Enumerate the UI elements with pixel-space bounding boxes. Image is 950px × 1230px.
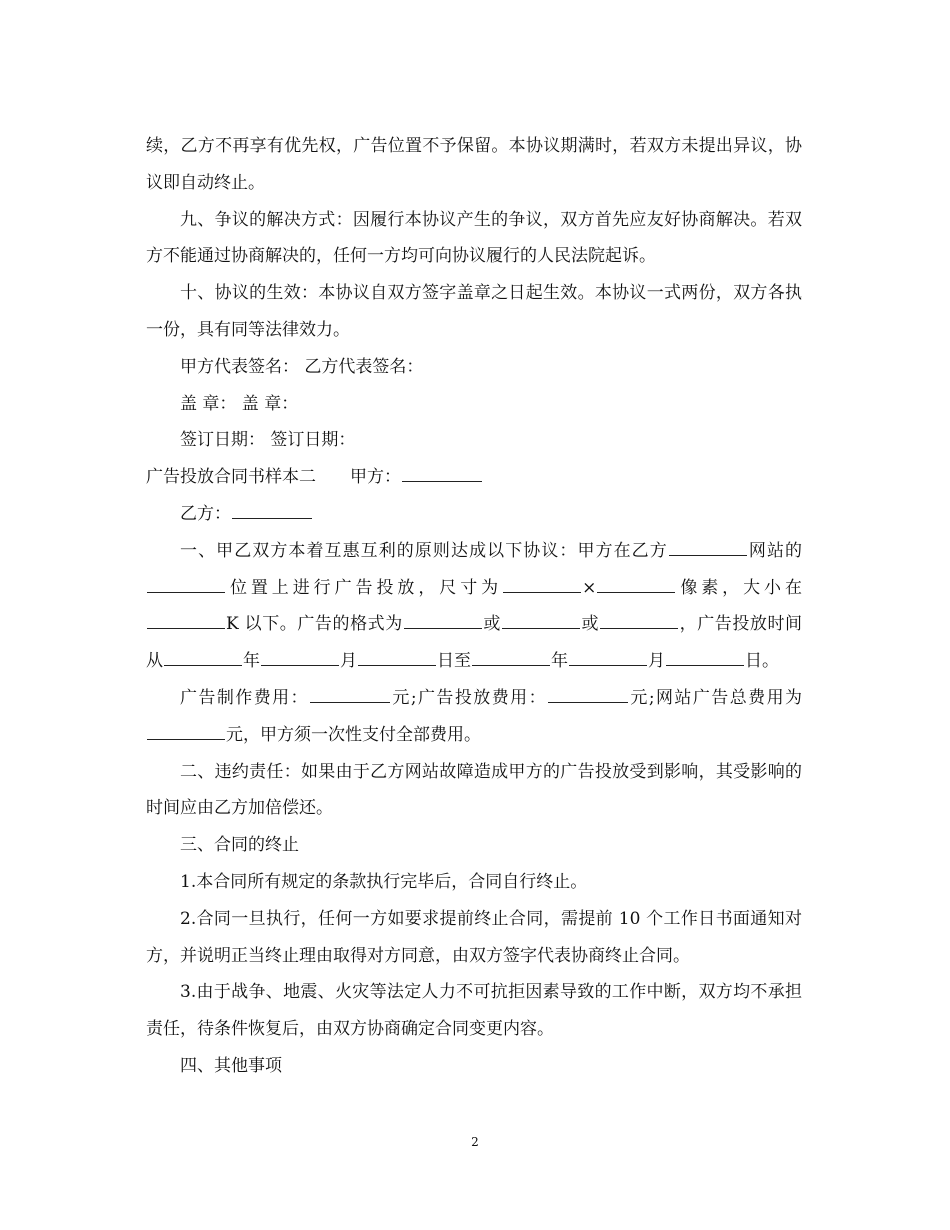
seal-line: 盖 章： 盖 章：: [180, 393, 299, 414]
page-number: 2: [471, 1135, 479, 1149]
text-segment: 或: [482, 614, 501, 635]
fill-blank: [147, 738, 225, 740]
text-segment: 元;广告投放费用：: [391, 687, 547, 708]
termination-clause-3: 3.由于战争、地震、火灾等法定人力不可抗拒因素导致的工作中断，双方均不承担责任，待条件恢复后，由双方协商确定合同变更内容。: [146, 982, 802, 1040]
sample-two-title: 广告投放合同书样本二: [146, 467, 316, 488]
signature-line: 甲方代表签名： 乙方代表签名：: [180, 356, 424, 377]
fill-blank: [164, 664, 242, 666]
section-other-matters-heading: 四、其他事项: [180, 1055, 282, 1076]
fill-blank: [597, 591, 675, 593]
paragraph-liability: 二、违约责任：如果由于乙方网站故障造成甲方的广告投放受到影响，其受影响的时间应由乙方加倍偿还。: [146, 761, 802, 819]
fill-blank: [472, 664, 550, 666]
fill-blank: [310, 701, 390, 703]
date-line: 签订日期： 签订日期：: [180, 430, 356, 451]
text-segment: 年: [551, 651, 568, 672]
party-a-label: 甲方：: [350, 467, 401, 488]
fill-blank: [358, 664, 436, 666]
text-segment: K 以下。广告的格式为: [226, 614, 403, 635]
party-a-blank: [402, 480, 482, 482]
party-b-blank: [232, 517, 312, 519]
party-b-label: 乙方：: [180, 503, 231, 524]
text-segment: 日。: [745, 651, 779, 672]
fill-blank: [261, 664, 339, 666]
paragraph-dispute-resolution: 九、争议的解决方式：因履行本协议产生的争议，双方首先应友好协商解决。若双方不能通过协商解决的，任何一方均可向协议履行的人民法院起诉。: [146, 209, 802, 267]
fill-blank: [147, 591, 225, 593]
text-segment: 一、甲乙双方本着互惠互利的原则达成以下协议：甲方在乙方: [180, 540, 668, 561]
text-segment: 元，甲方须一次性支付全部费用。: [226, 724, 481, 745]
section-termination-heading: 三、合同的终止: [180, 835, 299, 856]
fill-blank: [147, 627, 225, 629]
text-segment: 年: [243, 651, 260, 672]
text-segment: 像素，大小在: [676, 577, 802, 598]
text-segment: ×: [582, 577, 597, 598]
text-segment: 或: [580, 614, 600, 635]
paragraph-fees: [146, 680, 802, 754]
termination-clause-1: 1.本合同所有规定的条款执行完毕后，合同自行终止。: [180, 871, 588, 892]
fill-blank: [600, 627, 678, 629]
fill-blank: [548, 701, 628, 703]
fill-blank: [502, 627, 580, 629]
fill-blank: [569, 664, 647, 666]
paragraph-effectiveness: 十、协议的生效：本协议自双方签字盖章之日起生效。本协议一式两份，双方各执一份，具有同等法律效力。: [146, 283, 802, 340]
text-segment: 元;网站广告总费用为: [629, 687, 802, 708]
text-segment: 位置上进行广告投放，尺寸为: [226, 577, 503, 598]
paragraph-renewal-end: 续，乙方不再享有优先权，广告位置不予保留。本协议期满时，若双方未提出异议，协议即自动终止。: [146, 136, 802, 193]
sample-two-heading-line: [146, 459, 802, 496]
fill-blank: [666, 664, 744, 666]
text-segment: 广告制作费用：: [180, 687, 309, 708]
fill-blank: [503, 591, 581, 593]
party-b-line: [146, 496, 802, 533]
termination-clause-2: 2.合同一旦执行，任何一方如要求提前终止合同，需提前 10 个工作日书面通知对方，并说明正当终止理由取得对方同意，由双方签字代表协商终止合同。: [146, 908, 802, 966]
document-body: [146, 128, 802, 1085]
text-segment: 网站的: [747, 540, 803, 561]
text-segment: 月: [648, 651, 665, 672]
text-segment: 日至: [437, 651, 471, 672]
fill-blank: [404, 627, 482, 629]
paragraph-agreement-terms: [146, 533, 802, 680]
text-segment: ，广告投放时间从: [146, 614, 803, 672]
text-segment: 月: [340, 651, 357, 672]
fill-blank: [669, 554, 747, 556]
